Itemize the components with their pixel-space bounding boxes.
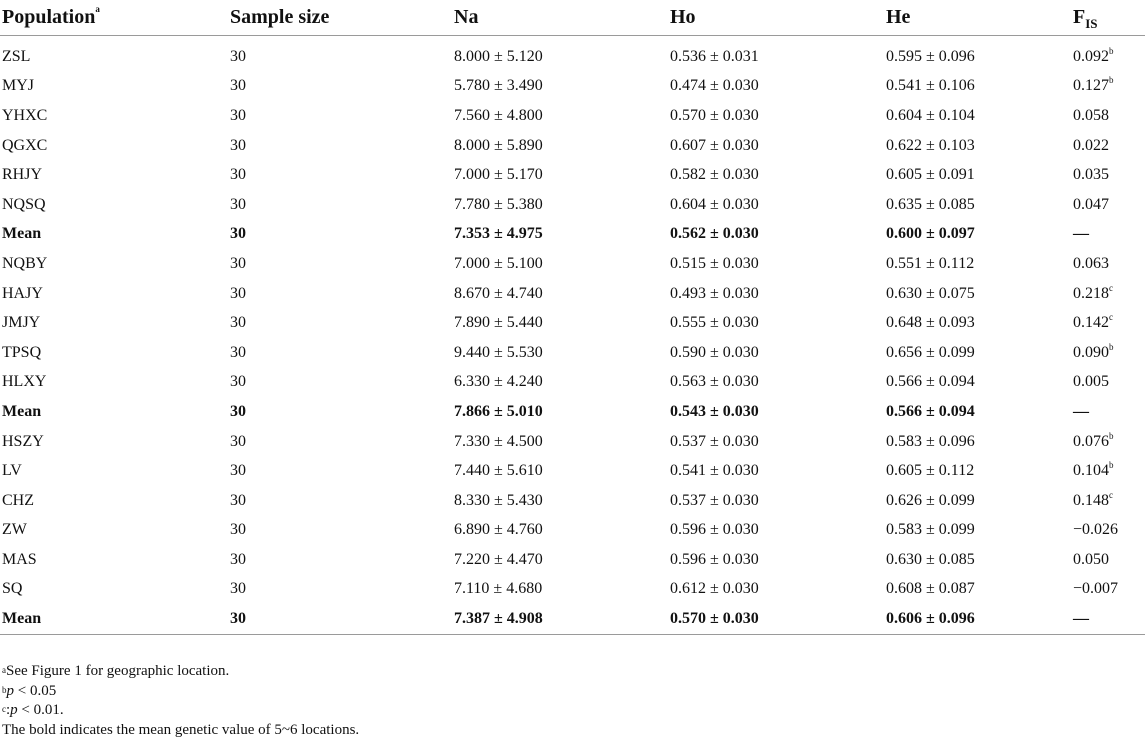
cell-fis: 0.058 [1073, 106, 1109, 124]
table-row [0, 308, 1145, 338]
cell-na: 9.440 ± 5.530 [454, 343, 543, 361]
cell-population: MAS [2, 550, 37, 568]
cell-fis: 0.148$^c$ [1073, 489, 1113, 509]
cell-ho: 0.515 ± 0.030 [670, 254, 759, 272]
cell-sample-size: 30 [230, 402, 246, 420]
cell-he: 0.566 ± 0.094 [886, 402, 975, 420]
table-row [0, 160, 1145, 190]
cell-na: 7.440 ± 5.610 [454, 462, 543, 480]
cell-sample-size: 30 [230, 462, 246, 480]
cell-population: TPSQ [2, 343, 42, 361]
cell-population: Mean [0, 604, 228, 634]
cell-sample-size: 30 [230, 195, 246, 213]
cell-na: 8.330 ± 5.430 [454, 491, 543, 509]
cell-population: HSZY [2, 432, 44, 450]
cell-he: 0.583 ± 0.096 [886, 432, 975, 450]
cell-fis: −0.026 [1073, 521, 1119, 539]
cell-fis: — [1073, 225, 1089, 243]
cell-he: 0.595 ± 0.096 [886, 47, 975, 65]
cell-he: 0.608 ± 0.087 [886, 580, 975, 598]
footnote-bold-meaning: The bold indicates the mean genetic value of 5~6 locations. [2, 721, 360, 738]
cell-na: 7.353 ± 4.975 [454, 225, 543, 243]
header-ho: Ho [668, 0, 884, 36]
cell-population: NQSQ [2, 195, 46, 213]
footnote-c: $^c$:p < 0.01. [2, 702, 64, 718]
table-row-mean [0, 220, 1145, 250]
cell-fis: 0.050 [1073, 550, 1109, 568]
cell-fis: 0.104$^b$ [1073, 460, 1114, 480]
table-row [0, 575, 1145, 605]
cell-he: 0.551 ± 0.112 [886, 254, 975, 272]
cell-ho: 0.596 ± 0.030 [670, 521, 759, 539]
significance-mark: b [1109, 341, 1114, 352]
cell-sample-size: 30 [230, 432, 246, 450]
cell-na: 7.000 ± 5.100 [454, 254, 543, 272]
cell-he: 0.605 ± 0.112 [886, 462, 975, 480]
cell-ho: 0.555 ± 0.030 [670, 314, 759, 332]
cell-sample-size: 30 [230, 77, 246, 95]
significance-mark: c [1109, 489, 1113, 500]
cell-population: LV [2, 462, 22, 480]
cell-sample-size: 30 [230, 373, 246, 391]
cell-ho: 0.493 ± 0.030 [670, 284, 759, 302]
cell-he: 0.605 ± 0.091 [886, 166, 975, 184]
significance-mark: b [1109, 75, 1114, 86]
header-population: Population$^a$ [0, 0, 228, 36]
cell-he: 0.583 ± 0.099 [886, 521, 975, 539]
table-row [0, 545, 1145, 575]
cell-ho: 0.536 ± 0.031 [670, 47, 759, 65]
cell-ho: 0.563 ± 0.030 [670, 373, 759, 391]
cell-ho: 0.570 ± 0.030 [668, 604, 884, 634]
table-header [0, 0, 1145, 36]
cell-sample-size: 30 [230, 166, 246, 184]
cell-fis: — [1073, 402, 1089, 420]
table-body [0, 36, 1145, 635]
cell-population: CHZ [2, 491, 34, 509]
cell-population: ZSL [2, 47, 31, 65]
table-row [0, 456, 1145, 486]
table-row [0, 516, 1145, 546]
significance-mark: c [1109, 282, 1113, 293]
cell-na: 7.387 ± 4.908 [452, 604, 668, 634]
cell-population: YHXC [2, 106, 48, 124]
table-row [0, 338, 1145, 368]
cell-he: 0.635 ± 0.085 [886, 195, 975, 213]
cell-sample-size: 30 [230, 580, 246, 598]
footnote-b: $^b$p < 0.05 [2, 682, 57, 699]
cell-he: 0.648 ± 0.093 [886, 314, 975, 332]
cell-ho: 0.604 ± 0.030 [670, 195, 759, 213]
cell-ho: 0.537 ± 0.030 [670, 491, 759, 509]
table-footnotes [2, 662, 359, 740]
significance-mark: c [1109, 312, 1113, 323]
cell-ho: 0.543 ± 0.030 [670, 402, 759, 420]
cell-na: 7.780 ± 5.380 [454, 195, 543, 213]
table-row [0, 101, 1145, 131]
cell-na: 6.330 ± 4.240 [454, 373, 543, 391]
cell-sample-size: 30 [228, 604, 452, 634]
cell-fis: 0.022 [1073, 136, 1109, 154]
cell-na: 7.000 ± 5.170 [454, 166, 543, 184]
cell-sample-size: 30 [230, 343, 246, 361]
cell-na: 8.000 ± 5.890 [454, 136, 543, 154]
cell-he: 0.622 ± 0.103 [886, 136, 975, 154]
cell-sample-size: 30 [230, 550, 246, 568]
significance-mark: b [1109, 430, 1114, 441]
cell-sample-size: 30 [230, 136, 246, 154]
header-na: Na [452, 0, 668, 36]
cell-sample-size: 30 [230, 314, 246, 332]
cell-population: Mean [2, 225, 42, 243]
cell-he: 0.541 ± 0.106 [886, 77, 975, 95]
cell-population: QGXC [2, 136, 48, 154]
cell-na: 7.220 ± 4.470 [454, 550, 543, 568]
cell-population: HAJY [2, 284, 43, 302]
cell-population: ZW [2, 521, 27, 539]
table-row [0, 279, 1145, 309]
cell-fis: — [1071, 604, 1145, 634]
header-population-footnote-mark: a [95, 4, 100, 14]
footnote-a: $^a$See Figure 1 for geographic location. [2, 663, 230, 679]
cell-fis: 0.063 [1073, 254, 1109, 272]
table-row-mean [0, 604, 1145, 634]
cell-ho: 0.607 ± 0.030 [670, 136, 759, 154]
cell-population: HLXY [2, 373, 47, 391]
cell-sample-size: 30 [230, 106, 246, 124]
cell-ho: 0.541 ± 0.030 [670, 462, 759, 480]
table-row [0, 131, 1145, 161]
cell-he: 0.630 ± 0.085 [886, 550, 975, 568]
header-sample-size: Sample size [228, 0, 452, 36]
table-row-mean [0, 397, 1145, 427]
cell-ho: 0.474 ± 0.030 [670, 77, 759, 95]
cell-he: 0.656 ± 0.099 [886, 343, 975, 361]
cell-fis: 0.090$^b$ [1073, 341, 1114, 361]
cell-he: 0.600 ± 0.097 [886, 225, 975, 243]
header-row [0, 0, 1145, 36]
cell-he: 0.606 ± 0.096 [884, 604, 1071, 634]
table-row [0, 486, 1145, 516]
cell-ho: 0.590 ± 0.030 [670, 343, 759, 361]
cell-fis: 0.076$^b$ [1073, 430, 1114, 450]
cell-na: 8.670 ± 4.740 [454, 284, 543, 302]
cell-na: 7.110 ± 4.680 [454, 580, 543, 598]
cell-fis: −0.007 [1073, 580, 1119, 598]
cell-he: 0.566 ± 0.094 [886, 373, 975, 391]
cell-na: 5.780 ± 3.490 [454, 77, 543, 95]
cell-ho: 0.612 ± 0.030 [670, 580, 759, 598]
cell-fis: 0.035 [1073, 166, 1109, 184]
table-row [0, 249, 1145, 279]
cell-sample-size: 30 [230, 225, 246, 243]
significance-mark: b [1109, 460, 1114, 471]
cell-ho: 0.596 ± 0.030 [670, 550, 759, 568]
cell-fis: 0.127$^b$ [1073, 75, 1114, 95]
cell-population: SQ [2, 580, 23, 598]
cell-na: 6.890 ± 4.760 [454, 521, 543, 539]
cell-sample-size: 30 [230, 491, 246, 509]
cell-population: Mean [2, 402, 42, 420]
cell-population: RHJY [2, 166, 43, 184]
cell-population: NQBY [2, 254, 48, 272]
cell-population: MYJ [2, 77, 35, 95]
cell-na: 7.560 ± 4.800 [454, 106, 543, 124]
cell-fis: 0.005 [1073, 373, 1109, 391]
cell-fis: 0.092$^b$ [1073, 45, 1114, 65]
cell-ho: 0.537 ± 0.030 [670, 432, 759, 450]
cell-ho: 0.562 ± 0.030 [670, 225, 759, 243]
cell-he: 0.604 ± 0.104 [886, 106, 975, 124]
cell-sample-size: 30 [230, 521, 246, 539]
cell-he: 0.626 ± 0.099 [886, 491, 975, 509]
cell-sample-size: 30 [230, 254, 246, 272]
cell-fis: 0.047 [1073, 195, 1109, 213]
cell-fis: 0.218$^c$ [1073, 282, 1113, 302]
cell-ho: 0.582 ± 0.030 [670, 166, 759, 184]
cell-population: JMJY [2, 314, 41, 332]
table-row [0, 427, 1145, 457]
cell-na: 7.890 ± 5.440 [454, 314, 543, 332]
cell-ho: 0.570 ± 0.030 [670, 106, 759, 124]
cell-sample-size: 30 [230, 284, 246, 302]
table-row [0, 368, 1145, 398]
table-row [0, 72, 1145, 102]
cell-he: 0.630 ± 0.075 [886, 284, 975, 302]
header-fis: $F_{IS}$ [1071, 0, 1145, 36]
cell-na: 7.866 ± 5.010 [454, 402, 543, 420]
cell-sample-size: 30 [230, 47, 246, 65]
table-row [0, 36, 1145, 72]
significance-mark: b [1109, 45, 1114, 56]
table-row [0, 190, 1145, 220]
header-he: He [884, 0, 1071, 36]
cell-fis: 0.142$^c$ [1073, 312, 1113, 332]
cell-na: 7.330 ± 4.500 [454, 432, 543, 450]
cell-na: 8.000 ± 5.120 [454, 47, 543, 65]
